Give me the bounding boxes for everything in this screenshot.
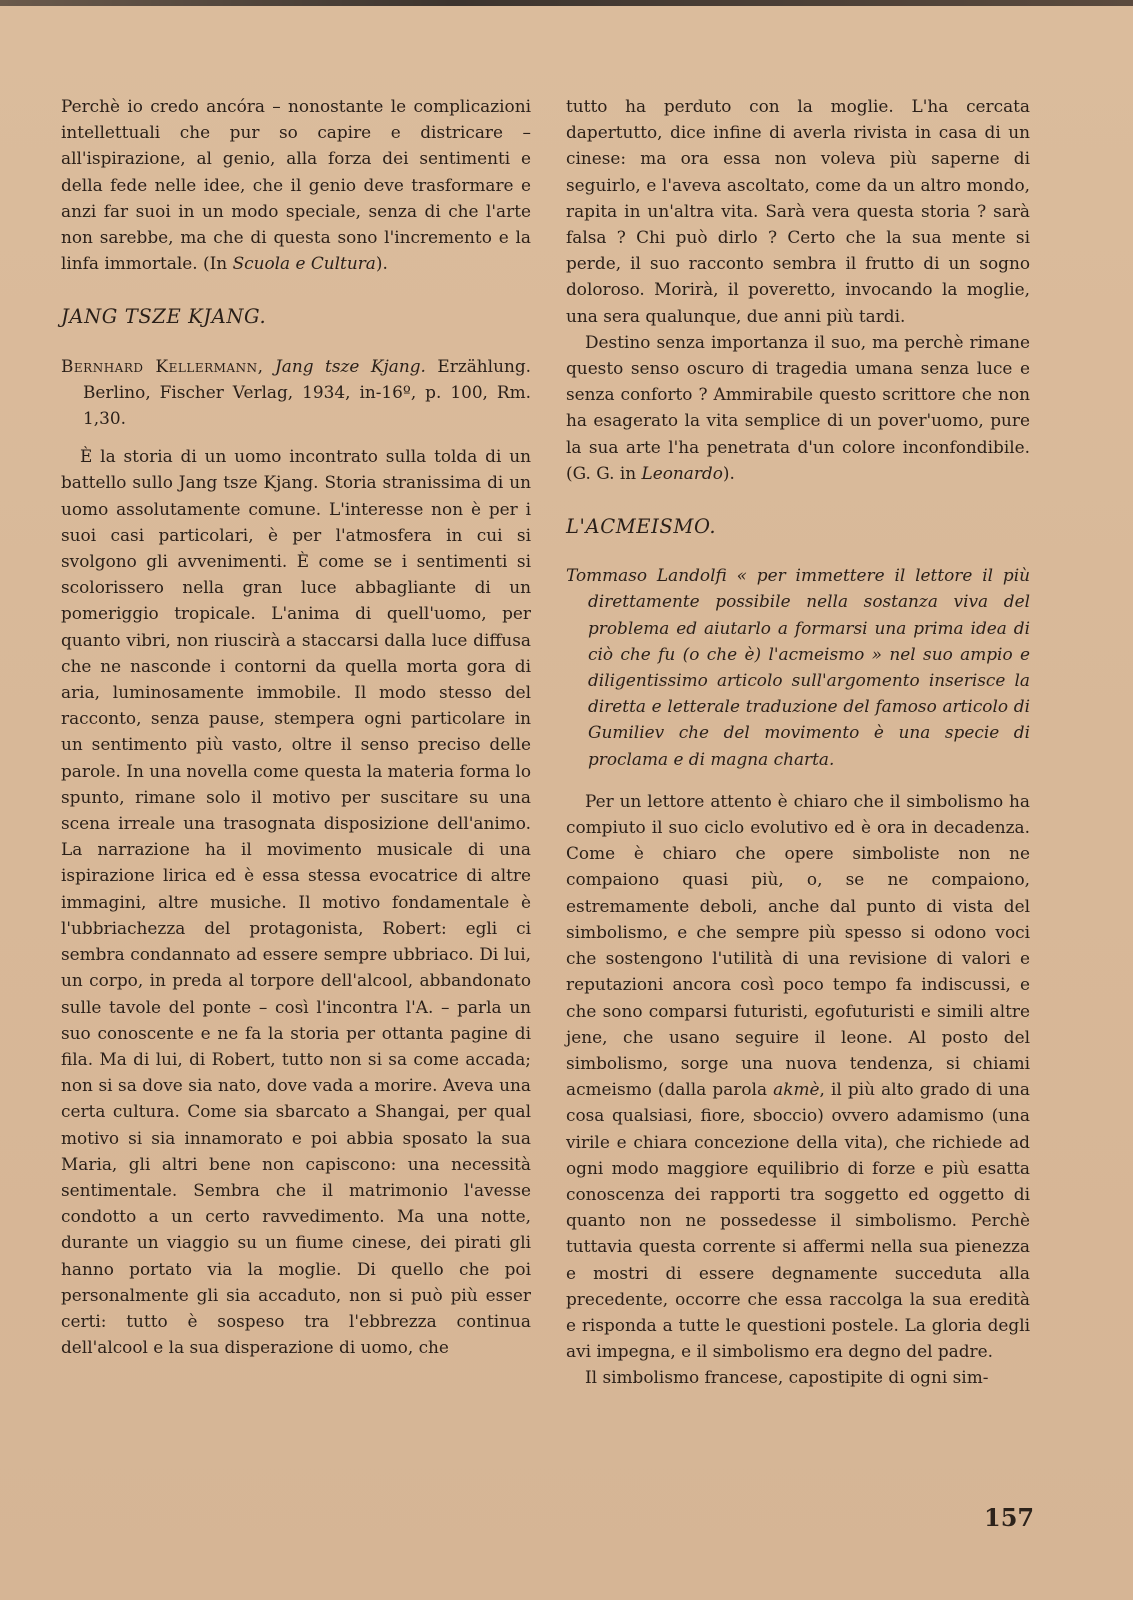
page-number: 157	[984, 1503, 1035, 1532]
source-leonardo: Leonardo	[641, 462, 723, 483]
paragraph-destino: Destino senza importanza il suo, ma perchè rimane questo senso oscuro di tragedia umana senza luce e senza conforto ? Ammirabile questo scrittore che non ha esagerato la vita semplice di un pover'uomo, pure la sua arte l'ha penetrata d'un colore inconfondibile. (G. G. in Leonardo).	[566, 331, 1030, 483]
biblio-author: Bernhard Kellermann,	[61, 355, 264, 376]
paragraph-review-body: È la storia di un uomo incontrato sulla tolda di un battello sullo Jang tsze Kjang. Storia stranissima di un uomo assolutamente comune. L'interesse non è per i suoi casi particolari, è per l'atmosfera in cui si svolgono gli avvenimenti. È come se i sentimenti si scolorissero nella gran luce abbagliante di un pomeriggio tropicale. L'anima di quell'uomo, per quanto vibri, non riuscirà a staccarsi dalla luce diffusa che ne nasconde i contorni da quella morta gora di aria, luminosamente immobile. Il modo stesso del racconto, senza pause, stempera ogni particolare in un sentimento più vasto, oltre il senso preciso delle parole. In una novella come questa la materia forma lo spunto, rimane solo il motivo per suscitare su una scena irreale una trasognata disposizione dell'animo. La narrazione ha il movimento musicale di una ispirazione lirica ed è essa stessa evocatrice di altre immagini, altre musiche. Il motivo fondamentale è l'ubbriachezza del protagonista, Robert: egli ci sembra condannato ad essere sempre ubbriaco. Di lui, un corpo, in preda al torpore dell'alcool, abbandonato sulle tavole del ponte – così l'incontra l'A. – parla un suo conoscente e ne fa la storia per ottanta pagine di fila. Ma di lui, di Robert, tutto non si sa come accada; non si sa dove sia nato, dove vada a morire. Aveva una certa cultura. Come sia sbarcato a Shangai, per qual motivo si sia innamorato e poi abbia sposato la sua Maria, gli altri bene non capiscono: una necessità sentimentale. Sembra che il matrimonio l'avesse condotto a un certo ravvedimento. Ma una notte, durante un viaggio su un fiume cinese, dei pirati gli hanno portato via la moglie. Di quello che poi personalmente gli sia accaduto, non si può più esser certi: tutto è sospeso tra l'ebbrezza continua dell'alcool e la sua disperazione di uomo, che	[61, 446, 531, 1358]
quote-landolfi: Tommaso Landolfi « per immettere il lettore il più direttamente possibile nella sostanza viva del problema ed aiutarlo a formarsi una prima idea di ciò che fu (o che è) l'acmeismo » nel suo ampio e diligentissimo articolo sull'argomento inserisce la diretta e letterale traduzione del famoso articolo di Gumiliev che del movimento è una specie di proclama e di magna charta.	[566, 565, 1030, 769]
section-heading-acmeismo: L'ACMEISMO.	[566, 515, 717, 539]
biblio-title: Jang tsze Kjang.	[274, 355, 426, 376]
source-scuola-e-cultura: Scuola e Cultura	[232, 253, 376, 274]
bibliographic-entry	[61, 353, 531, 432]
section-heading-jang-tsze-kjang: JANG TSZE KJANG.	[61, 305, 267, 329]
paragraph-continuation: tutto ha perduto con la moglie. L'ha cercata dapertutto, dice infine di averla rivista in casa di un cinese: ma ora essa non voleva più saperne di seguirlo, e l'aveva ascoltato, come da un altro mondo, rapita in un'altra vita. Sarà vera questa storia ? sarà falsa ? Chi può dirlo ? Certo che la sua mente si perde, il suo racconto sembra il frutto di un sogno doloroso. Morirà, il poveretto, invocando la moglie, una sera qualunque, due anni più tardi.	[566, 96, 1030, 326]
word-akme: akmè	[773, 1079, 820, 1100]
page-top-edge	[0, 0, 1133, 6]
paragraph-simbolismo: Per un lettore attento è chiaro che il simbolismo ha compiuto il suo ciclo evolutivo ed è ora in decadenza. Come è chiaro che opere simboliste non ne compaiono quasi più, o, se ne compaiono, estremamente deboli, anche dal punto di vista del simbolismo, e che sempre più spesso si odono voci che sostengono l'utilità di una revisione di valori e reputazioni ancora così poco tempo fa indiscussi, e che sono comparsi futuristi, egofuturisti e simili altre jene, che usano seguire il leone. Al posto del simbolismo, sorge una nuova tendenza, si chiami acmeismo (dalla parola akmè, il più alto grado di una cosa qualsiasi, fiore, sboccio) ovvero adamismo (una virile e chiara concezione della vita), che richiede ad ogni modo maggiore equilibrio di forze e più esatta conoscenza dei rapporti tra soggetto ed oggetto di quanto non ne possedesse il simbolismo. Perchè tuttavia questa corrente si affermi nella sua pienezza e mostri di essere degnamente succeduta alla precedente, occorre che essa raccolga la sua eredità e risponda a tutte le questioni postele. La gloria degli avi impegna, e il simbolismo era degno del padre.	[566, 790, 1030, 1362]
paragraph-intro: Perchè io credo ancóra – nonostante le complicazioni intellettuali che pur so capire e districare – all'ispirazione, al genio, alla forza dei sentimenti e della fede nelle idee, che il genio deve trasformare e anzi far suoi in un modo speciale, senza di che l'arte non sarebbe, ma che di questa sono l'incremento e la linfa immortale. (In Scuola e Cultura).	[61, 96, 531, 274]
biblio-details: Erzählung. Berlino, Fischer Verlag, 1934, in-16º, p. 100, Rm. 1,30.	[83, 355, 532, 429]
right-column	[566, 93, 1030, 1391]
left-column	[61, 93, 531, 1360]
paragraph-simbolismo-francese: Il simbolismo francese, capostipite di ogni sim-	[585, 1367, 989, 1388]
